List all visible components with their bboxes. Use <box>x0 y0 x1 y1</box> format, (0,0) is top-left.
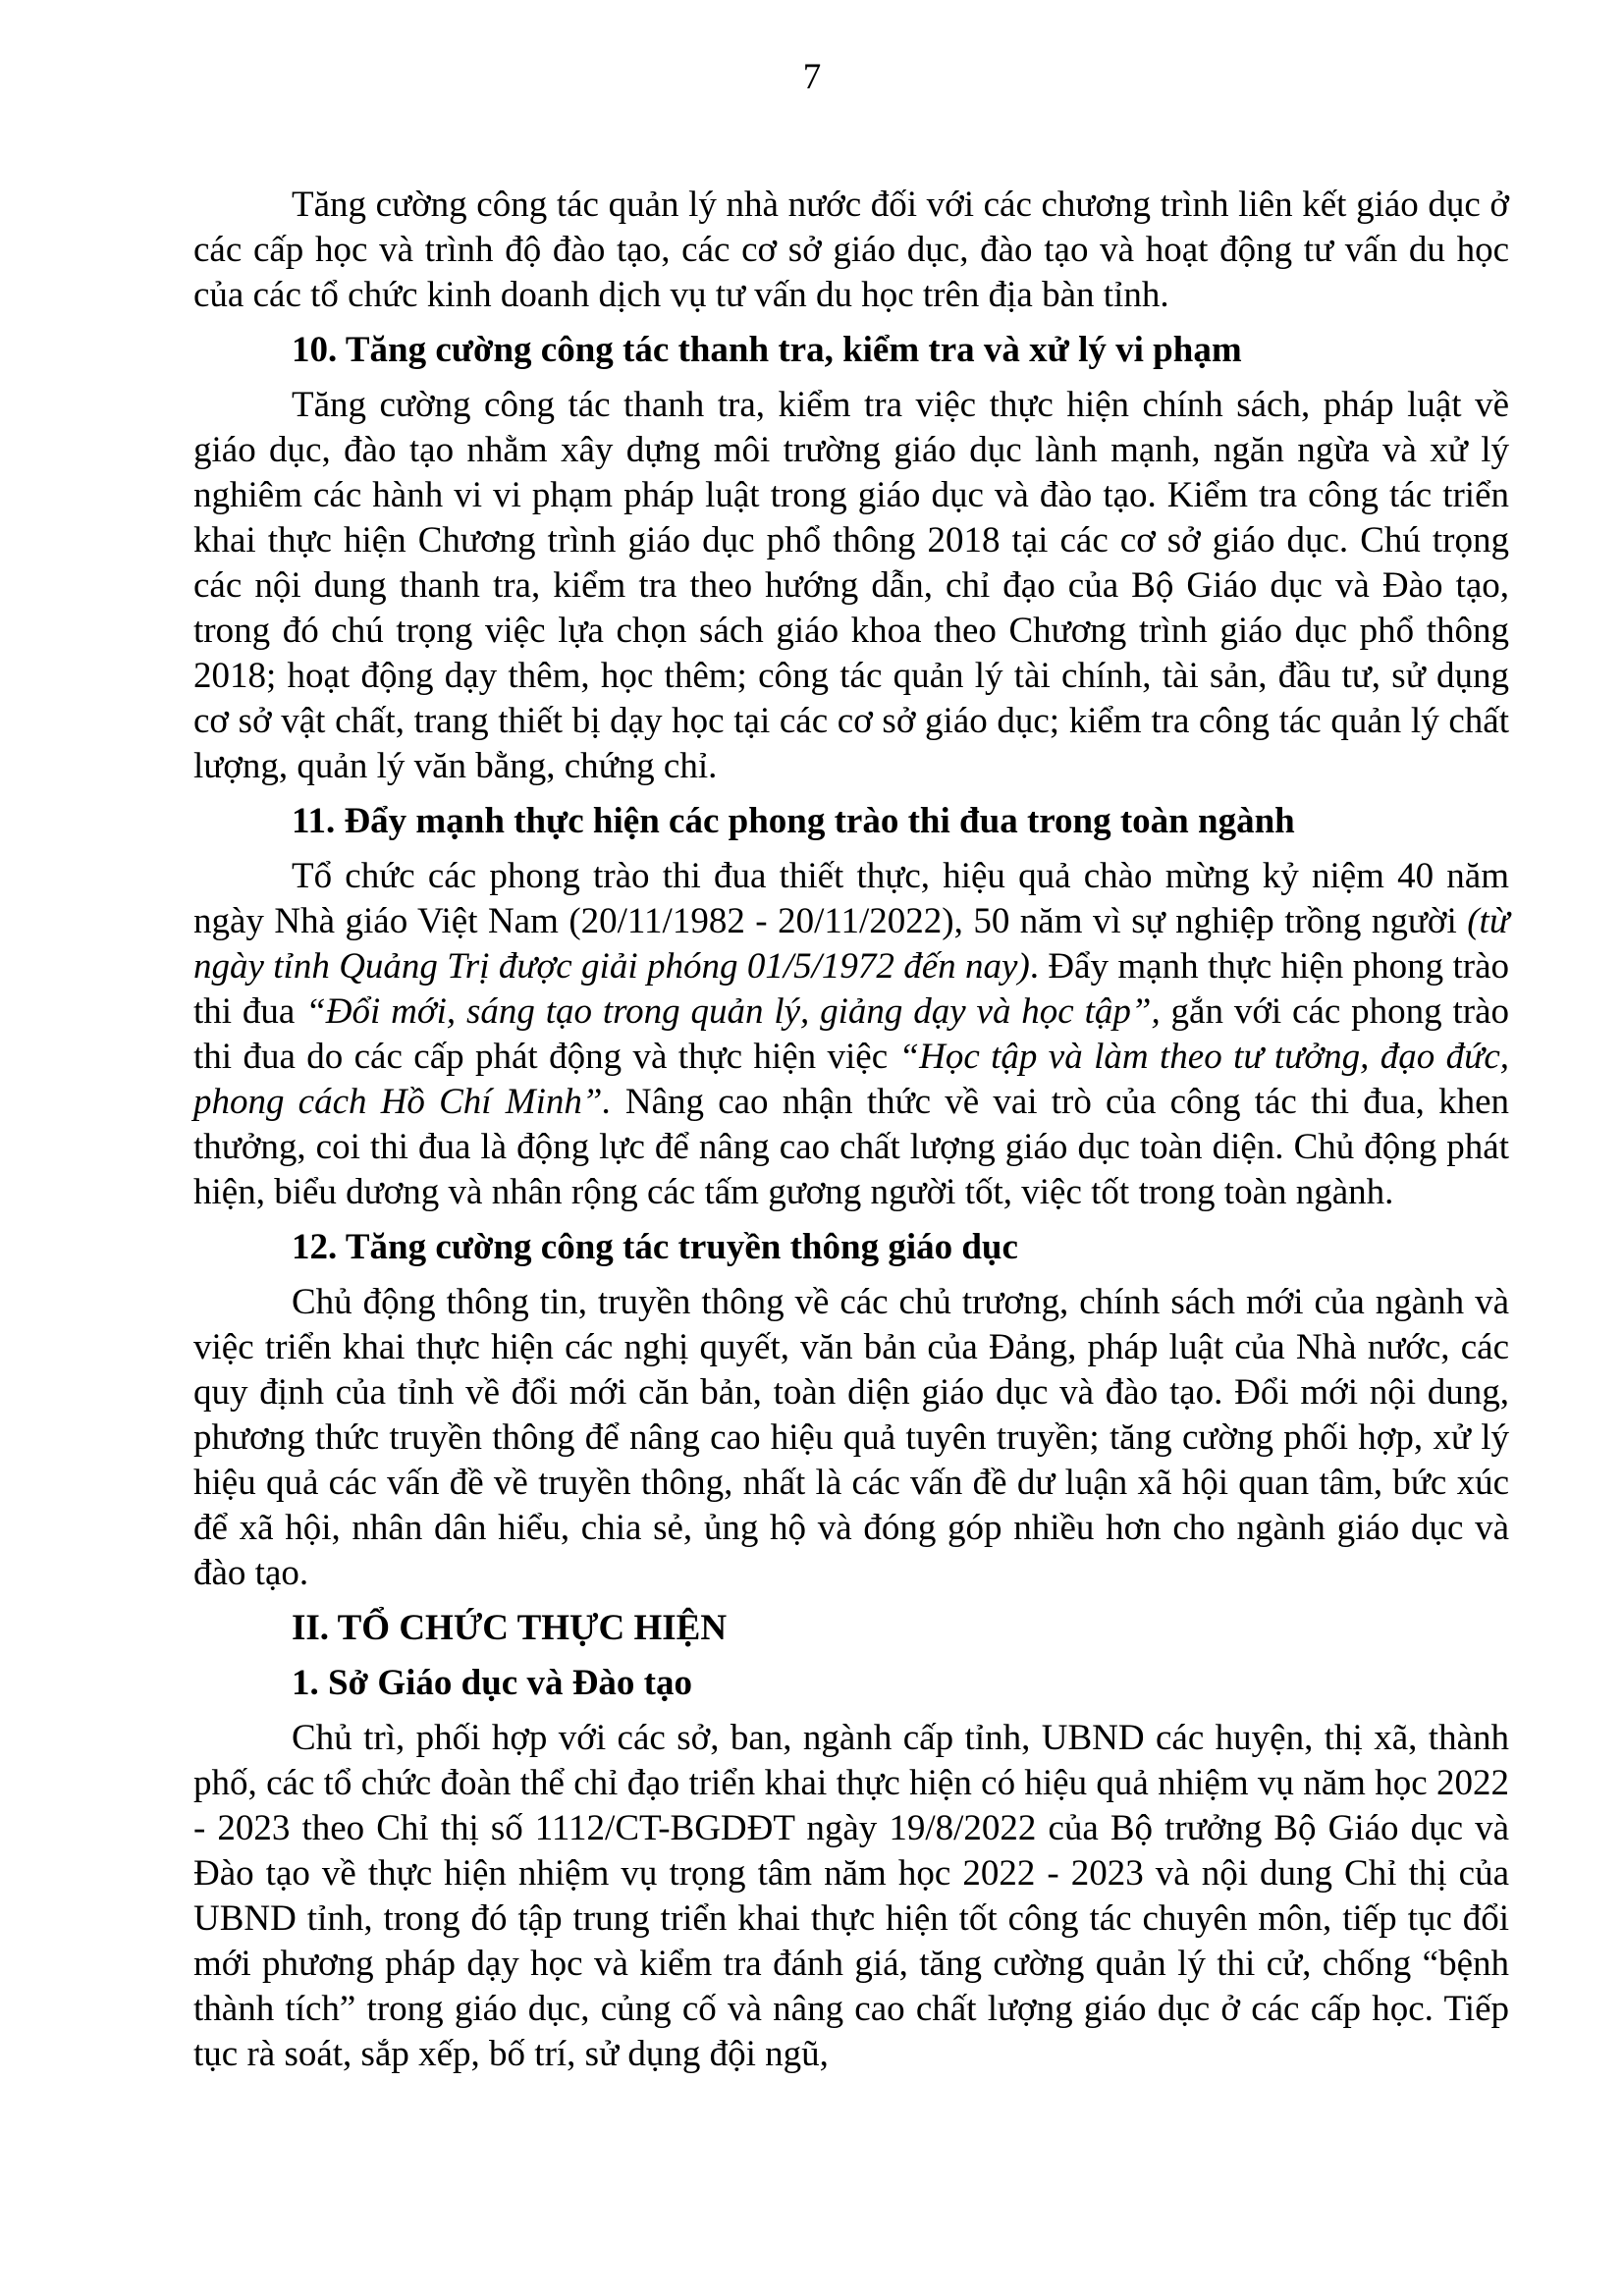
text-run: gắn với các phong trào thi đua do các cấp phát động và thực hiện việc <box>193 991 1510 1077</box>
paragraph-11-body <box>193 854 1509 1215</box>
italic-text-run: (từ ngày tỉnh Quảng Trị được giải phóng 01/5/1972 đến nay) <box>193 901 1509 987</box>
text-run: Tăng cường công tác quản lý nhà nước đối với các chương trình liên kết giáo dục ở các cấp học và trình độ đào tạo, các cơ sở giáo dục, đào tạo và hoạt động tư vấn du học của các tổ chức kinh doanh dịch vụ tư vấn du học trên địa bàn tỉnh. <box>193 185 1509 315</box>
italic-quote-run: “Học tập và làm theo tư tưởng, đạo đức, phong cách Hồ Chí Minh”. <box>193 1037 1509 1122</box>
text-run: Tổ chức các phong trào thi đua thiết thực, hiệu quả chào mừng kỷ niệm 40 năm ngày Nhà giáo Việt Nam (20/11/1982 - 20/11/2022), 50 năm vì sự nghiệp trồng người <box>193 856 1509 941</box>
heading-11-emulation-movements <box>193 799 1509 844</box>
text-run: 11. Đẩy mạnh thực hiện các phong trào thi đua trong toàn ngành <box>292 801 1295 841</box>
heading-12-education-communication <box>193 1225 1509 1270</box>
text-run: II. TỔ CHỨC THỰC HIỆN <box>292 1608 728 1648</box>
document-body <box>193 183 1509 2077</box>
heading-1-department-of-education <box>193 1661 1509 1706</box>
paragraph-education-link-management <box>193 183 1509 318</box>
paragraph-12-body <box>193 1280 1509 1596</box>
heading-10-inspection-enforcement <box>193 328 1509 373</box>
text-run: . Đẩy mạnh thực hiện phong trào thi đua <box>193 946 1510 1032</box>
text-run: Tăng cường công tác thanh tra, kiểm tra việc thực hiện chính sách, pháp luật về giáo dục, đào tạo nhằm xây dựng môi trường giáo dục lành mạnh, ngăn ngừa và xử lý nghiêm các hành vi vi phạm pháp luật trong giáo dục và đào tạo. Kiểm tra công tác triển khai thực hiện Chương trình giáo dục phổ thông 2018 tại các cơ sở giáo dục. Chú trọng các nội dung thanh tra, kiểm tra theo hướng dẫn, chỉ đạo của Bộ Giáo dục và Đào tạo, trong đó chú trọng việc lựa chọn sách giáo khoa theo Chương trình giáo dục phổ thông 2018; hoạt động dạy thêm, học thêm; công tác quản lý tài chính, tài sản, đầu tư, sử dụng cơ sở vật chất, trang thiết bị dạy học tại các cơ sở giáo dục; kiểm tra công tác quản lý chất lượng, quản lý văn bằng, chứng chỉ. <box>193 385 1509 786</box>
text-run: Chủ trì, phối hợp với các sở, ban, ngành cấp tỉnh, UBND các huyện, thị xã, thành phố, các tổ chức đoàn thể chỉ đạo triển khai thực hiện có hiệu quả nhiệm vụ năm học 2022 - 2023 theo Chỉ thị số 1112/CT-BGDĐT ngày 19/8/2022 của Bộ trưởng Bộ Giáo dục và Đào tạo về thực hiện nhiệm vụ trọng tâm năm học 2022 - 2023 và nội dung Chỉ thị của UBND tỉnh, trong đó tập trung triển khai thực hiện tốt công tác chuyên môn, tiếp tục đổi mới phương pháp dạy học và kiểm tra đánh giá, tăng cường quản lý thi cử, chống “bệnh thành tích” trong giáo dục, củng cố và nâng cao chất lượng giáo dục ở các cấp học. Tiếp tục rà soát, sắp xếp, bố trí, sử dụng đội ngũ, <box>193 1718 1509 2074</box>
text-run: 1. Sở Giáo dục và Đào tạo <box>292 1663 692 1703</box>
paragraph-10-body <box>193 383 1509 789</box>
italic-quote-run: “Đổi mới, sáng tạo trong quản lý, giảng dạy và học tập”, <box>305 991 1161 1032</box>
text-run: Nâng cao nhận thức về vai trò của công tác thi đua, khen thưởng, coi thi đua là động lực để nâng cao chất lượng giáo dục toàn diện. Chủ động phát hiện, biểu dương và nhân rộng các tấm gương người tốt, việc tốt trong toàn ngành. <box>193 1082 1510 1212</box>
paragraph-doet-tasks <box>193 1716 1509 2077</box>
text-run: 10. Tăng cường công tác thanh tra, kiểm tra và xử lý vi phạm <box>292 330 1242 370</box>
text-run: 12. Tăng cường công tác truyền thông giáo dục <box>292 1227 1018 1267</box>
page-number: 7 <box>802 57 822 97</box>
heading-section-ii-implementation <box>193 1606 1509 1651</box>
text-run: Chủ động thông tin, truyền thông về các chủ trương, chính sách mới của ngành và việc triển khai thực hiện các nghị quyết, văn bản của Đảng, pháp luật của Nhà nước, các quy định của tỉnh về đổi mới căn bản, toàn diện giáo dục và đào tạo. Đổi mới nội dung, phương thức truyền thông để nâng cao hiệu quả tuyên truyền; tăng cường phối hợp, xử lý hiệu quả các vấn đề về truyền thông, nhất là các vấn đề dư luận xã hội quan tâm, bức xúc để xã hội, nhân dân hiểu, chia sẻ, ủng hộ và đóng góp nhiều hơn cho ngành giáo dục và đào tạo. <box>193 1282 1509 1593</box>
